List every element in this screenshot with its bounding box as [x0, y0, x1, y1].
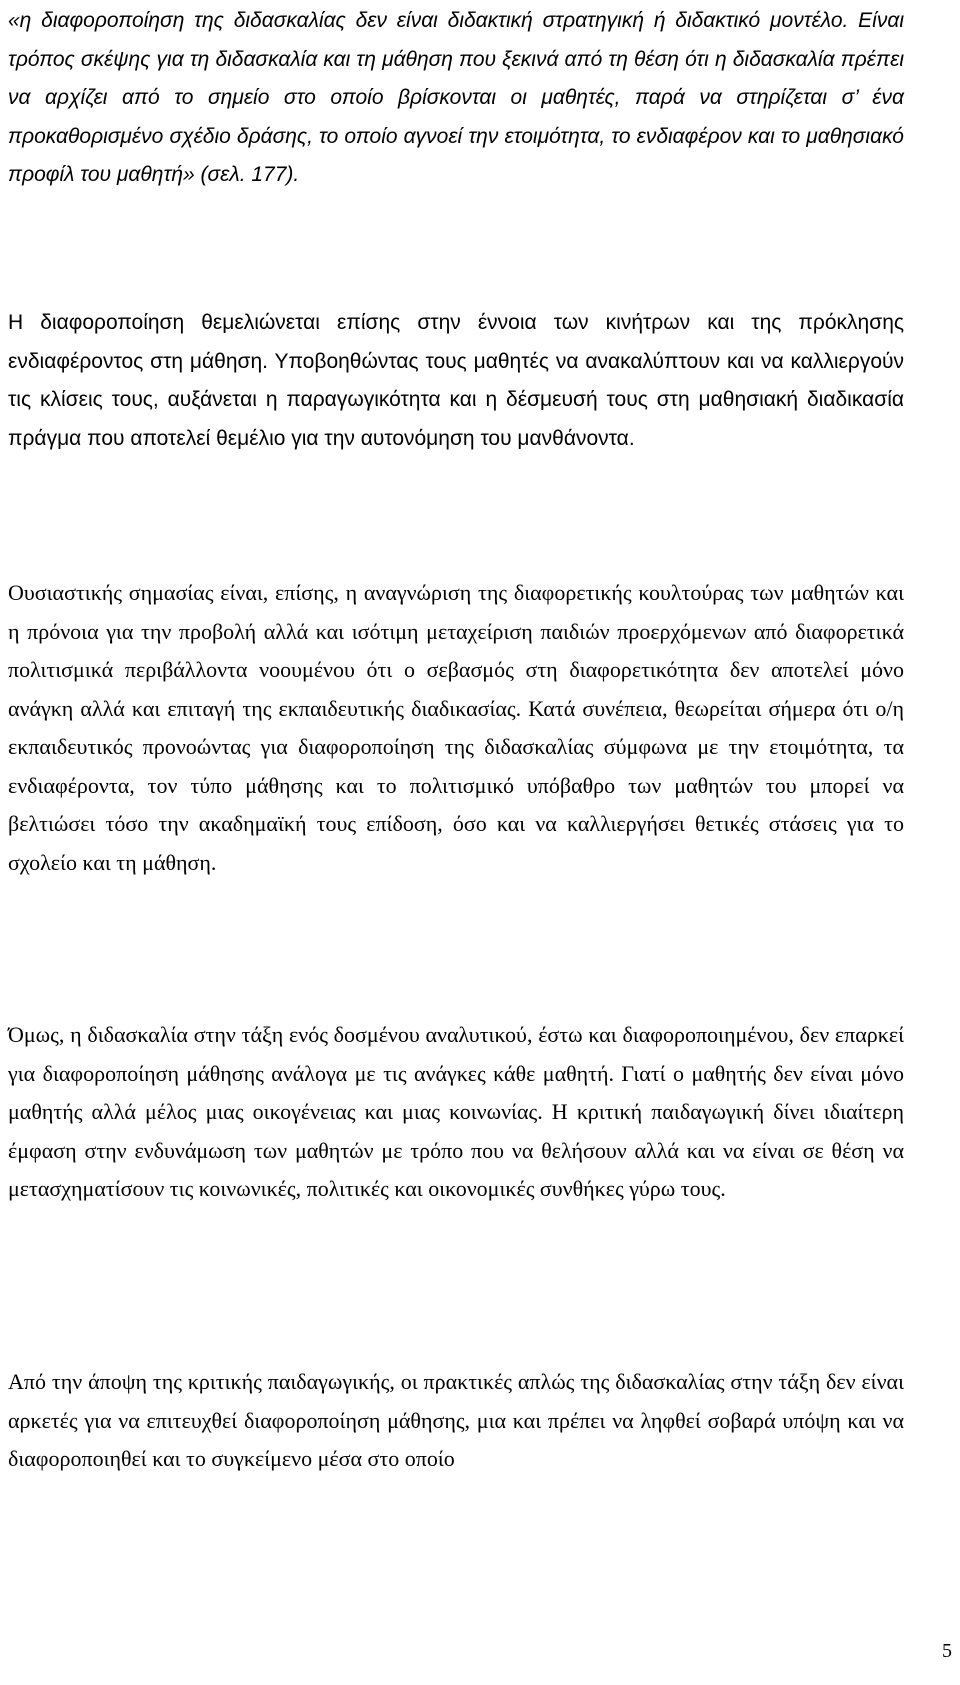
italic-quote-paragraph: «η διαφοροποίηση της διδασκαλίας δεν είναι διδακτική στρατηγική ή διδακτικό μοντέλο. Είναι τρόπος σκέψης για τη διδασκαλία και τη μάθηση που ξεκινά από τη θέση ότι η διδασκαλία πρέπει να αρχίζει από το σημείο στο οποίο βρίσκονται οι μαθητές, παρά να στηρίζεται σ’ ένα προκαθορισμένο σχέδιο δράσης, το οποίο αγνοεί την ετοιμότητα, το ενδιαφέρον και το μαθησιακό προφίλ του μαθητή» (σελ. 177).: [8, 9, 904, 186]
paragraph-culture: Ουσιαστικής σημασίας είναι, επίσης, η αναγνώριση της διαφορετικής κουλτούρας των μαθητών και η πρόνοια για την προβολή αλλά και ισότιμη μεταχείριση παιδιών προερχόμενων από διαφορετικά πολιτισμικά περιβάλλοντα νοουμένου ότι ο σεβασμός στη διαφορετικότητα δεν αποτελεί μόνο ανάγκη αλλά και επιταγή της εκπαιδευτικής διαδικασίας. Κατά συνέπεια, θεωρείται σήμερα ότι ο/η εκπαιδευτικός προνοώντας για διαφοροποίηση της διδασκαλίας σύμφωνα με την ετοιμότητα, τα ενδιαφέροντα, τον τύπο μάθησης και το πολιτισμικό υπόβαθρο των μαθητών του μπορεί να βελτιώσει τόσο την ακαδημαϊκή τους επίδοση, όσο και να καλλιεργήσει θετικές στάσεις για το σχολείο και τη μάθηση.: [8, 580, 904, 875]
page-number: 5: [942, 1640, 952, 1662]
paragraph-motivation: Η διαφοροποίηση θεμελιώνεται επίσης στην έννοια των κινήτρων και της πρόκλησης ενδιαφέροντος στη μάθηση. Υποβοηθώντας τους μαθητές να ανακαλύπτουν και να καλλιεργούν τις κλίσεις τους, αυξάνεται η παραγωγικότητα και η δέσμευσή τους στη μαθησιακή διαδικασία πράγμα που αποτελεί θεμέλιο για την αυτονόμηση του μανθάνοντα.: [8, 311, 904, 450]
paragraph-critical-pedagogy: Όμως, η διδασκαλία στην τάξη ενός δοσμένου αναλυτικού, έστω και διαφοροποιημένου, δεν επαρκεί για διαφοροποίηση μάθησης ανάλογα με τις ανάγκες κάθε μαθητή. Γιατί ο μαθητής δεν είναι μόνο μαθητής αλλά μέλος μιας οικογένειας και μιας κοινωνίας. Η κριτική παιδαγωγική δίνει ιδιαίτερη έμφαση στην ενδυνάμωση των μαθητών με τρόπο που να θελήσουν αλλά και να είναι σε θέση να μετασχηματίσουν τις κοινωνικές, πολιτικές και οικονομικές συνθήκες γύρω τους.: [8, 1022, 904, 1201]
paragraph-classroom-practices: Από την άποψη της κριτικής παιδαγωγικής, οι πρακτικές απλώς της διδασκαλίας στην τάξη δεν είναι αρκετές για να επιτευχθεί διαφοροποίηση μάθησης, μια και πρέπει να ληφθεί σοβαρά υπόψη και να διαφοροποιηθεί και το συγκείμενο μέσα στο οποίο: [8, 1369, 904, 1471]
